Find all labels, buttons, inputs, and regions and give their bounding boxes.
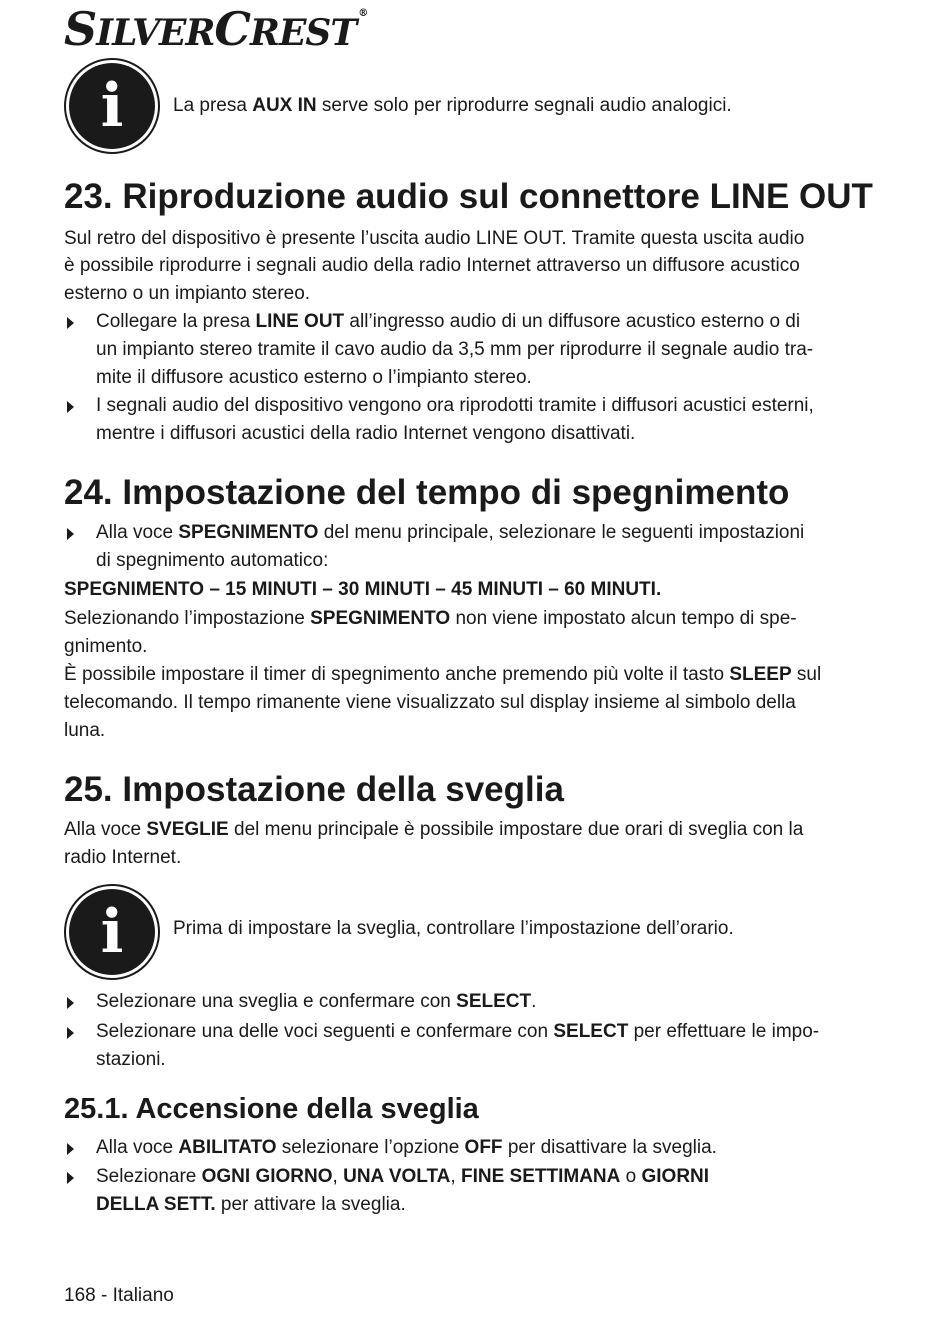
paragraph: gnimento. <box>64 636 148 657</box>
paragraph: esterno o un impianto stereo. <box>64 283 311 304</box>
list-item-cont: mentre i diffusori acustici della radio Internet vengono disattivati. <box>96 423 636 444</box>
info-icon: i <box>64 58 160 154</box>
info-note: La presa AUX IN serve solo per riprodurre segnali audio analogici. <box>173 95 732 116</box>
triangle-bullet-icon <box>64 1142 76 1156</box>
list-item-cont: DELLA SETT. per attivare la sveglia. <box>96 1194 406 1215</box>
section-24-title: 24. Impostazione del tempo di spegnimento <box>64 473 790 512</box>
paragraph: È possibile impostare il timer di spegnimento anche premendo più volte il tasto SLEEP sul <box>64 664 822 685</box>
list-item: Selezionare una delle voci seguenti e confermare con SELECT per effettuare le impo- <box>96 1021 820 1042</box>
list-item: Collegare la presa LINE OUT all’ingresso audio di un diffusore acustico esterno o di <box>96 311 801 332</box>
paragraph: luna. <box>64 720 106 741</box>
paragraph: Sul retro del dispositivo è presente l’uscita audio LINE OUT. Tramite questa uscita audio <box>64 228 805 249</box>
list-item: Selezionare OGNI GIORNO, UNA VOLTA, FINE SETTIMANA o GIORNI <box>96 1166 710 1187</box>
list-item: Selezionare una sveglia e confermare con SELECT. <box>96 991 537 1012</box>
paragraph: radio Internet. <box>64 847 182 868</box>
triangle-bullet-icon <box>64 996 76 1010</box>
list-item-cont: un impianto stereo tramite il cavo audio da 3,5 mm per riprodurre il segnale audio tra- <box>96 339 814 360</box>
paragraph: Alla voce SVEGLIE del menu principale è possibile impostare due orari di sveglia con la <box>64 819 804 840</box>
info-icon: i <box>64 884 160 980</box>
options-line: SPEGNIMENTO – 15 MINUTI – 30 MINUTI – 45 MINUTI – 60 MINUTI. <box>64 579 662 600</box>
triangle-bullet-icon <box>64 527 76 541</box>
list-item: Alla voce ABILITATO selezionare l’opzione OFF per disattivare la sveglia. <box>96 1137 717 1158</box>
list-item: Alla voce SPEGNIMENTO del menu principale, selezionare le seguenti impostazioni <box>96 522 805 543</box>
triangle-bullet-icon <box>64 1026 76 1040</box>
info-note: Prima di impostare la sveglia, controllare l’impostazione dell’orario. <box>173 918 734 939</box>
brand-logo: SILVERCREST ® <box>64 2 368 56</box>
section-23-title: 23. Riproduzione audio sul connettore LINE OUT <box>64 177 873 216</box>
triangle-bullet-icon <box>64 400 76 414</box>
list-item-cont: di spegnimento automatico: <box>96 550 329 571</box>
list-item-cont: stazioni. <box>96 1049 166 1070</box>
section-25-1-title: 25.1. Accensione della sveglia <box>64 1093 479 1125</box>
triangle-bullet-icon <box>64 316 76 330</box>
section-25-title: 25. Impostazione della sveglia <box>64 770 564 809</box>
paragraph: telecomando. Il tempo rimanente viene visualizzato sul display insieme al simbolo della <box>64 692 796 713</box>
paragraph: Selezionando l’impostazione SPEGNIMENTO non viene impostato alcun tempo di spe- <box>64 608 797 629</box>
list-item-cont: mite il diffusore acustico esterno o l’impianto stereo. <box>96 367 532 388</box>
page-number: 168 - Italiano <box>64 1285 174 1306</box>
paragraph: è possibile riprodurre i segnali audio della radio Internet attraverso un diffusore acustico <box>64 255 800 276</box>
triangle-bullet-icon <box>64 1171 76 1185</box>
list-item: I segnali audio del dispositivo vengono ora riprodotti tramite i diffusori acustici esterni, <box>96 395 814 416</box>
